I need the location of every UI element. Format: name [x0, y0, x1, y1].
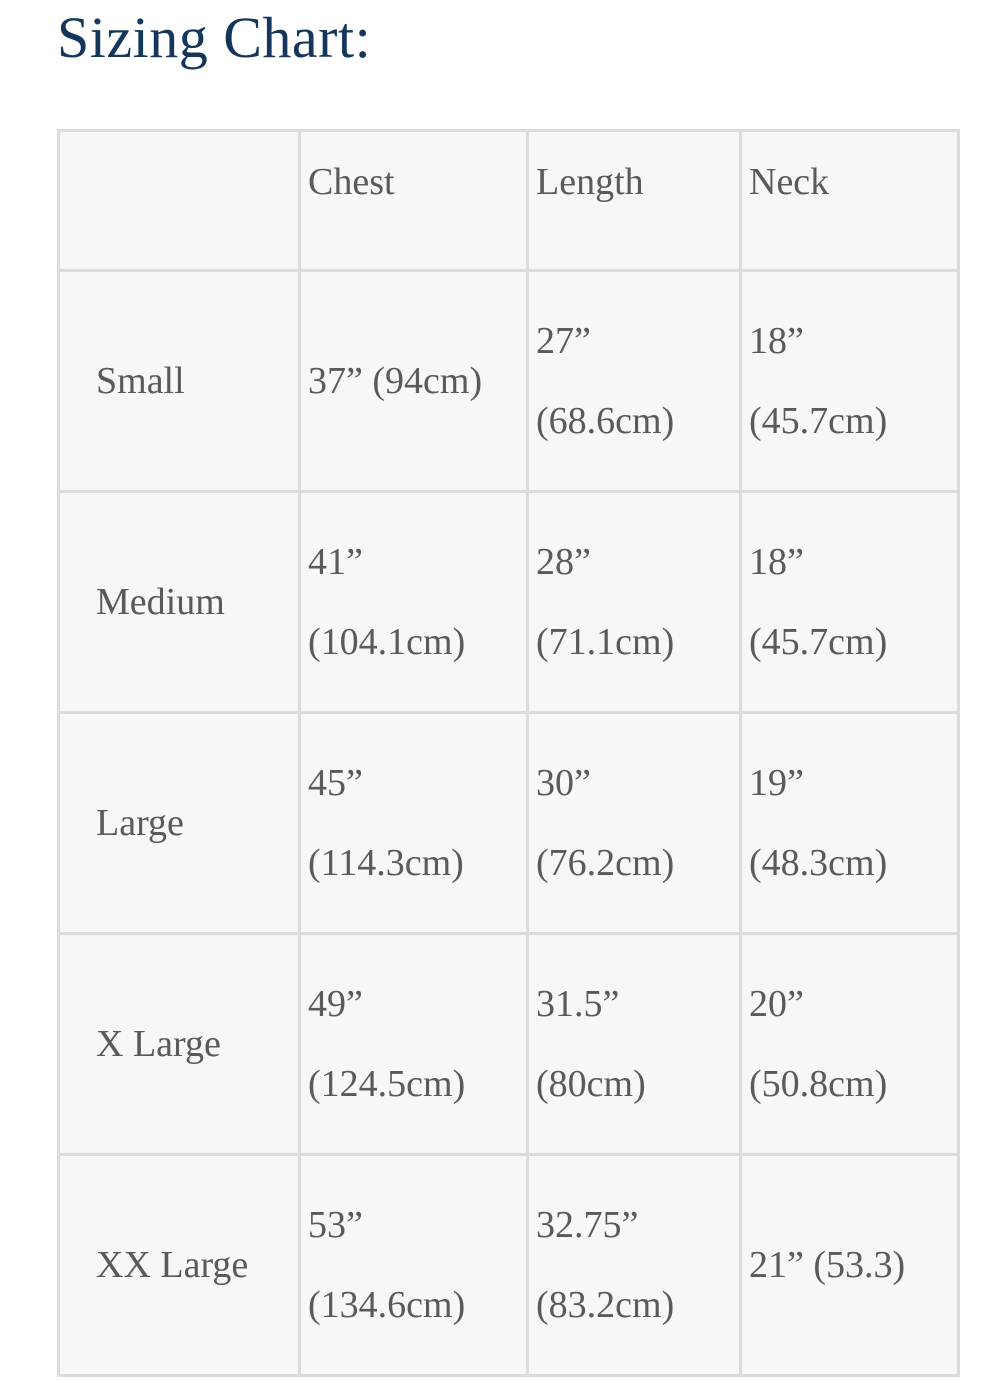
length-cell [528, 492, 741, 713]
header-size [59, 131, 300, 271]
chest-inches: 53” [308, 1204, 363, 1246]
chest-cell [300, 934, 528, 1155]
neck-inches: 20” [749, 983, 804, 1025]
header-chest: Chest [300, 131, 528, 271]
length-inches: 27” [536, 320, 591, 362]
chest-cell [300, 713, 528, 934]
chest-inches: 41” [308, 541, 363, 583]
chest-cm: (114.3cm) [308, 842, 464, 884]
neck-cm: (45.7cm) [749, 400, 888, 442]
header-neck: Neck [741, 131, 959, 271]
neck-cm: (48.3cm) [749, 842, 888, 884]
neck-inches: 19” [749, 762, 804, 804]
neck-inches: 18” [749, 320, 804, 362]
length-inches: 28” [536, 541, 591, 583]
neck-cell [741, 1155, 959, 1376]
length-cell [528, 1155, 741, 1376]
chest-cell [300, 492, 528, 713]
chest-value: 37” (94cm) [308, 360, 483, 402]
chest-cell [300, 1155, 528, 1376]
chest-cm: (134.6cm) [308, 1284, 466, 1326]
length-cm: (68.6cm) [536, 400, 675, 442]
table-row [59, 271, 959, 492]
length-inches: 30” [536, 762, 591, 804]
size-label: Medium [59, 492, 300, 713]
table-row [59, 1155, 959, 1376]
size-label: X Large [59, 934, 300, 1155]
length-inches: 32.75” [536, 1204, 639, 1246]
table-row [59, 492, 959, 713]
neck-cell [741, 271, 959, 492]
neck-value: 21” (53.3) [749, 1244, 906, 1286]
neck-inches: 18” [749, 541, 804, 583]
size-label: Small [59, 271, 300, 492]
neck-cm: (45.7cm) [749, 621, 888, 663]
size-label: Large [59, 713, 300, 934]
length-inches: 31.5” [536, 983, 620, 1025]
table-row [59, 713, 959, 934]
length-cm: (83.2cm) [536, 1284, 675, 1326]
sizing-table [57, 129, 960, 1377]
table-row [59, 934, 959, 1155]
neck-cm: (50.8cm) [749, 1063, 888, 1105]
length-cm: (71.1cm) [536, 621, 675, 663]
neck-cell [741, 492, 959, 713]
neck-cell [741, 934, 959, 1155]
chest-cell [300, 271, 528, 492]
chest-inches: 49” [308, 983, 363, 1025]
length-cell [528, 713, 741, 934]
neck-cell [741, 713, 959, 934]
header-length: Length [528, 131, 741, 271]
length-cm: (76.2cm) [536, 842, 675, 884]
page-title: Sizing Chart: [57, 5, 372, 70]
length-cell [528, 934, 741, 1155]
chest-inches: 45” [308, 762, 363, 804]
size-label: XX Large [59, 1155, 300, 1376]
length-cm: (80cm) [536, 1063, 646, 1105]
length-cell [528, 271, 741, 492]
chest-cm: (124.5cm) [308, 1063, 466, 1105]
table-header-row [59, 131, 959, 271]
chest-cm: (104.1cm) [308, 621, 466, 663]
